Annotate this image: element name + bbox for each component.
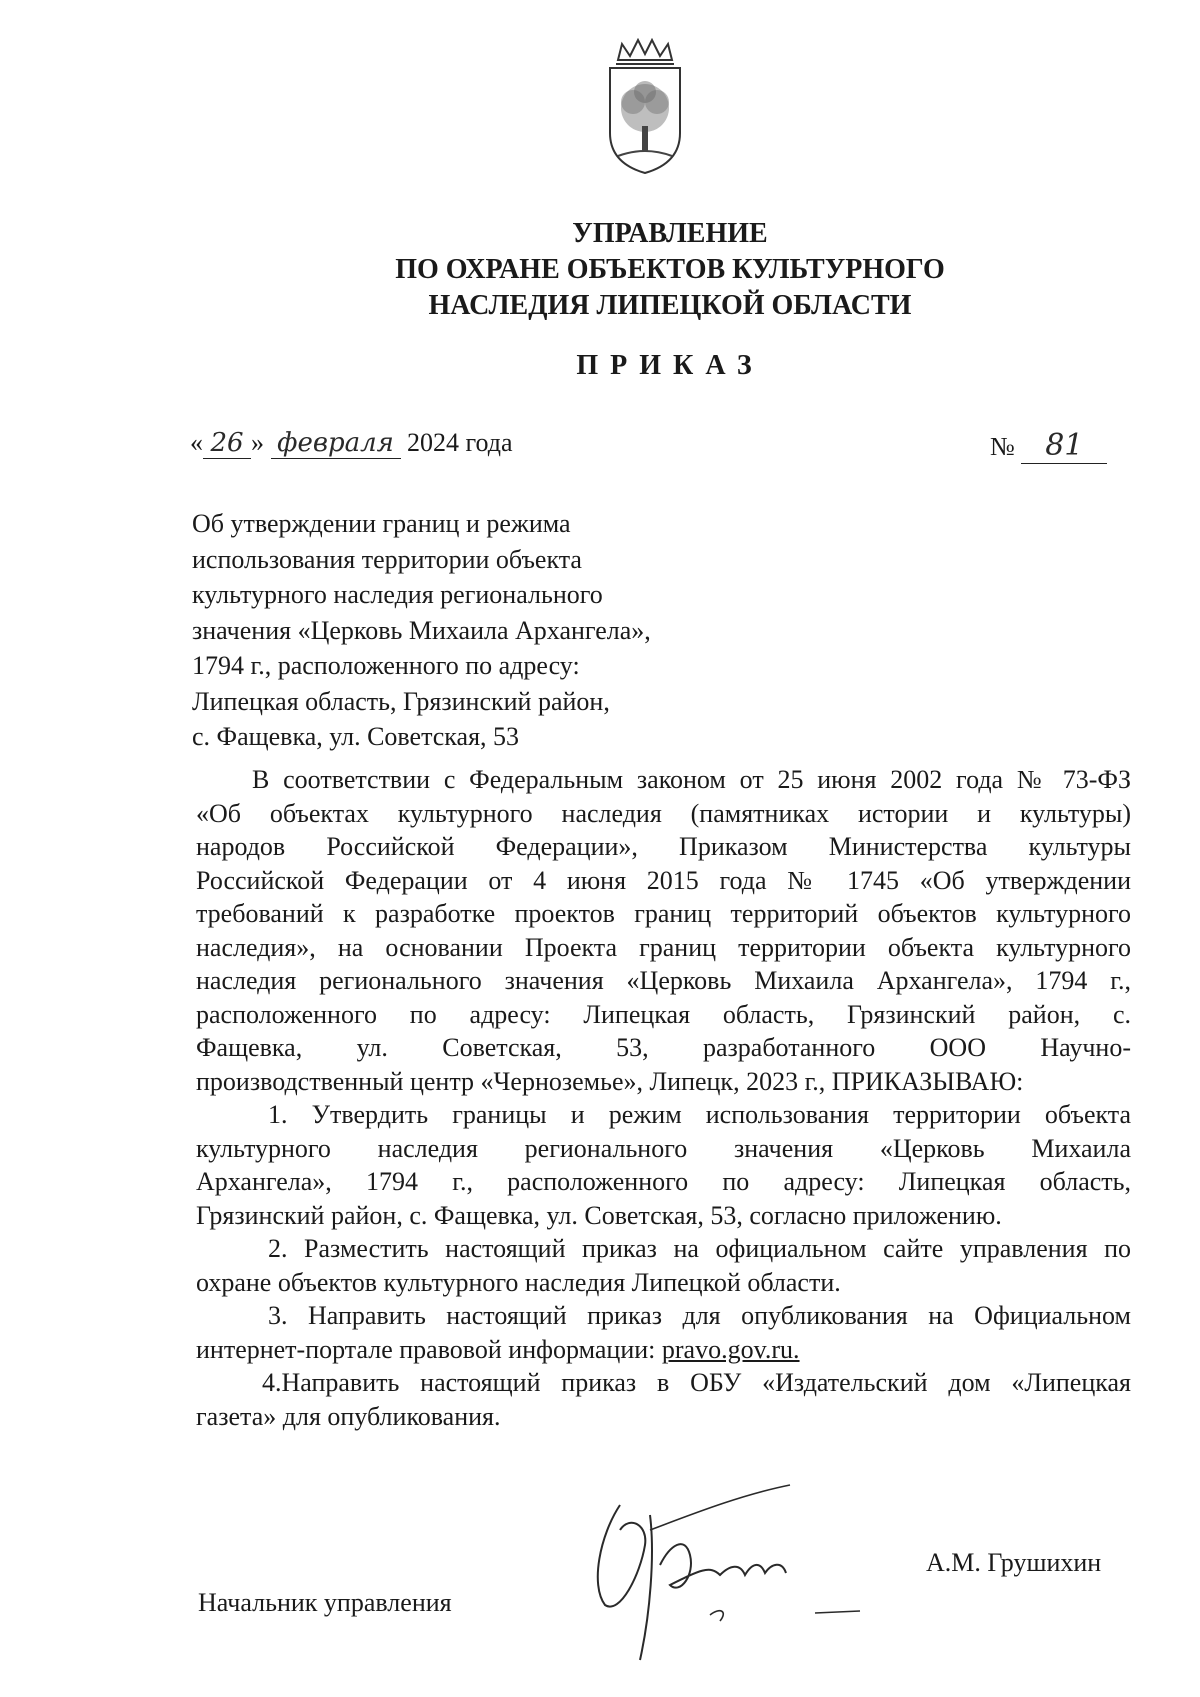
item-3-line xyxy=(196,1333,1131,1367)
organization-line-2: ПО ОХРАНЕ ОБЪЕКТОВ КУЛЬТУРНОГО xyxy=(395,254,945,285)
preamble-line: наследия», на основании Проекта границ территории объекта культурного xyxy=(196,932,1131,962)
preamble-line: расположенного по адресу: Липецкая область, Грязинский район, с. xyxy=(196,999,1131,1029)
order-number xyxy=(990,428,1107,464)
date-year: 2024 года xyxy=(407,428,513,457)
item-4-line: газета» для опубликования. xyxy=(196,1401,501,1431)
subject-line: культурного наследия регионального xyxy=(192,580,603,609)
item-2-line: охране объектов культурного наследия Липецкой области. xyxy=(196,1267,841,1297)
preamble-line: требований к разработке проектов границ территорий объектов культурного xyxy=(196,899,1131,928)
item-3-line: 3. Направить настоящий приказ для опубликования на Официальном xyxy=(268,1301,1131,1330)
item-3-prefix: интернет-портале правовой информации: xyxy=(196,1334,662,1364)
item-1-line: Архангела», 1794 г., расположенного по адресу: Липецкая область, xyxy=(196,1167,1131,1196)
order-body xyxy=(196,763,1131,1433)
organization-line-1: УПРАВЛЕНИЕ xyxy=(572,218,768,249)
date-open-quote: « xyxy=(190,428,203,457)
signatory-title: Начальник управления xyxy=(198,1588,452,1617)
preamble-line: Российской Федерации от 4 июня 2015 года № 1745 «Об утверждении xyxy=(196,865,1131,895)
item-4-line: 4.Направить настоящий приказ в ОБУ «Издательский дом «Липецкая xyxy=(262,1368,1131,1397)
date-close-quote: » xyxy=(251,428,264,457)
preamble-line: Фащевка, ул. Советская, 53, разработанного ООО Научно- xyxy=(196,1033,1131,1062)
preamble-line: народов Российской Федерации», Приказом Министерства культуры xyxy=(196,832,1131,861)
item-1-line: Грязинский район, с. Фащевка, ул. Советская, 53, согласно приложению. xyxy=(196,1200,1002,1230)
signatory-name: А.М. Грушихин xyxy=(926,1548,1102,1577)
handwritten-signature xyxy=(560,1475,890,1675)
item-1-line: 1. Утвердить границы и режим использования территории объекта xyxy=(268,1100,1131,1129)
date-day: 26 xyxy=(203,428,251,459)
document-type-title: ПРИКАЗ xyxy=(576,350,764,381)
subject-line: использования территории объекта xyxy=(192,544,582,574)
preamble-line: «Об объектах культурного наследия (памятниках истории и культуры) xyxy=(196,798,1131,828)
preamble-line: наследия регионального значения «Церковь Михаила Архангела», 1794 г., xyxy=(196,966,1131,995)
organization-line-3: НАСЛЕДИЯ ЛИПЕЦКОЙ ОБЛАСТИ xyxy=(428,290,912,321)
item-2-line: 2. Разместить настоящий приказ на официальном сайте управления по xyxy=(268,1234,1131,1263)
number-value: 81 xyxy=(1021,428,1107,464)
order-date xyxy=(190,428,513,459)
item-1-line: культурного наследия регионального значения «Церковь Михаила xyxy=(196,1133,1131,1163)
date-month: февраля xyxy=(271,428,401,459)
order-subject xyxy=(192,506,651,755)
number-label: № xyxy=(990,432,1015,461)
subject-line: значения «Церковь Михаила Архангела», xyxy=(192,615,651,645)
pravo-gov-link[interactable]: pravo.gov.ru. xyxy=(661,1334,800,1364)
coat-of-arms-emblem xyxy=(600,38,690,178)
organization-header xyxy=(140,216,1200,324)
subject-line: 1794 г., расположенного по адресу: xyxy=(192,651,580,680)
preamble-line: В соответствии с Федеральным законом от 25 июня 2002 года № 73-ФЗ xyxy=(252,765,1131,794)
preamble-line: производственный центр «Черноземье», Липецк, 2023 г., ПРИКАЗЫВАЮ: xyxy=(196,1066,1024,1096)
subject-line: Об утверждении границ и режима xyxy=(192,509,571,538)
subject-line: Липецкая область, Грязинский район, xyxy=(192,686,610,716)
subject-line: с. Фащевка, ул. Советская, 53 xyxy=(192,722,520,751)
